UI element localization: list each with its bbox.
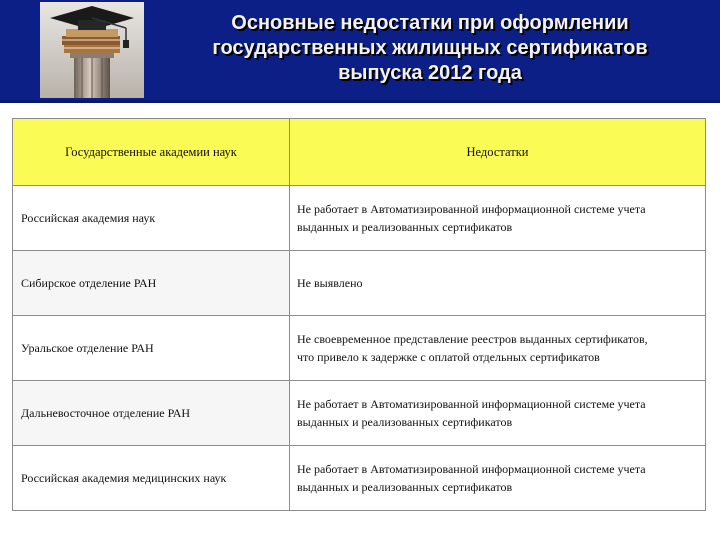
- table-row: [13, 251, 706, 316]
- deficiency-line: выданных и реализованных сертификатов: [297, 220, 513, 234]
- title-line-1: Основные недостатки при оформлении: [231, 12, 629, 34]
- deficiency-cell: [290, 186, 706, 251]
- deficiency-cell: [290, 381, 706, 446]
- column-header-deficiencies: Недостатки: [290, 119, 706, 186]
- academy-cell: Уральское отделение РАН: [13, 316, 290, 381]
- deficiency-line: выданных и реализованных сертификатов: [297, 415, 513, 429]
- header-banner: [0, 0, 720, 100]
- table-row: [13, 316, 706, 381]
- column-header-academies: Государственные академии наук: [13, 119, 290, 186]
- deficiency-cell: [290, 316, 706, 381]
- table-row: [13, 186, 706, 251]
- deficiency-line: Не работает в Автоматизированной информационной системе учета: [297, 397, 646, 411]
- deficiency-line: что привело к задержке с оплатой отдельных сертификатов: [297, 350, 600, 364]
- deficiency-line: Не выявлено: [297, 276, 363, 290]
- academy-cell: Российская академия медицинских наук: [13, 446, 290, 511]
- academy-cell: Российская академия наук: [13, 186, 290, 251]
- deficiency-line: Не своевременное представление реестров выданных сертификатов,: [297, 332, 648, 346]
- table-header-row: [13, 119, 706, 186]
- deficiency-cell: [290, 446, 706, 511]
- title-line-2: государственных жилищных сертификатов: [212, 37, 648, 59]
- academy-cell: Дальневосточное отделение РАН: [13, 381, 290, 446]
- deficiency-cell: [290, 251, 706, 316]
- table-row: [13, 446, 706, 511]
- header-divider: [0, 100, 720, 103]
- deficiency-line: Не работает в Автоматизированной информационной системе учета: [297, 462, 646, 476]
- deficiency-line: выданных и реализованных сертификатов: [297, 480, 513, 494]
- deficiencies-table: [12, 118, 706, 511]
- page-title: [160, 11, 700, 86]
- deficiency-line: Не работает в Автоматизированной информационной системе учета: [297, 202, 646, 216]
- title-line-3: выпуска 2012 года: [338, 62, 522, 84]
- graduation-cap-on-books-column-icon: [40, 2, 144, 98]
- academy-cell: Сибирское отделение РАН: [13, 251, 290, 316]
- table-row: [13, 381, 706, 446]
